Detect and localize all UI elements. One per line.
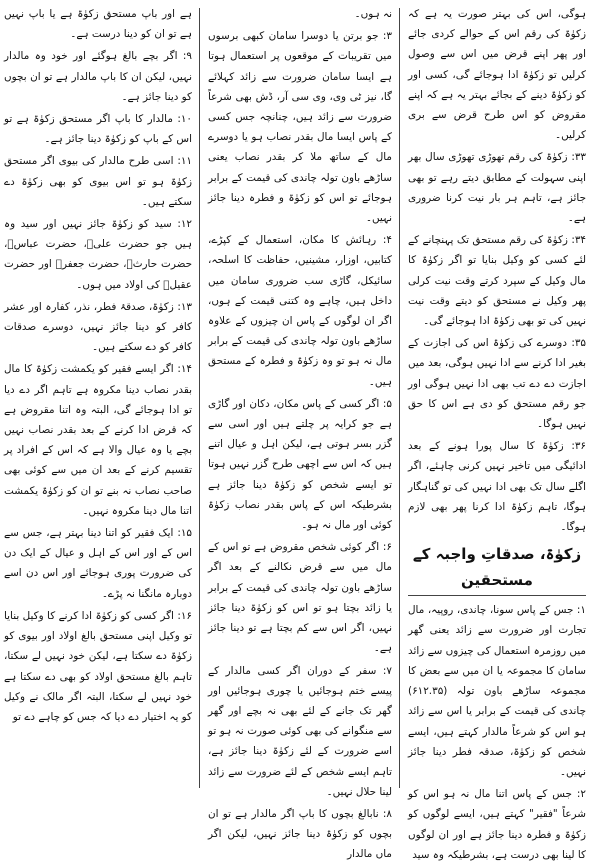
paragraph: ۸: نابالغ بچوں کا باپ اگر مالدار ہے تو ان بچوں کو زکوٰۃ دینا جائز نہیں، لیکن اگر ماں مالدار — [208, 807, 392, 861]
paragraph: ۱۱: اسی طرح مالدار کی بیوی اگر مستحق زکوٰۃ ہو تو اس بیوی کو بھی زکوٰۃ دے سکتے ہیں۔ — [4, 155, 192, 208]
paragraph: ۹: اگر بچے بالغ ہوگئے اور خود وہ مالدار نہیں، لیکن ان کا باپ مالدار ہے تو ان بچوں کو دینا جائز ہے۔ — [4, 50, 192, 103]
paragraph: ۱: جس کے پاس سونا، چاندی، روپیہ، مال تجارت اور ضرورت سے زائد یعنی گھر میں روزمرہ استعمال کی چیزوں سے زائد سامان کا مجموعہ یا ان میں سے بعض کا مجموعہ ساڑھے باون تولہ (۶۱۲.۳۵) چاندی کی قیمت کے برابر یا اس سے زائد ہو اس کو شرعاً مالدار کہتے ہیں، ایسے شخص کو زکوٰۃ، صدقہ فطر دینا جائز نہیں۔ — [408, 604, 586, 778]
text-column-right — [408, 4, 586, 861]
section-heading: زکوٰۃ، صدقاتِ واجبہ کے مستحقین — [408, 541, 586, 596]
column-divider — [399, 8, 400, 788]
paragraph: ۴: رہائش کا مکان، استعمال کے کپڑے، کتابیں، اوزار، مشینیں، حفاظت کا اسلحہ، سائیکل، گاڑی سب ضروری سامان میں داخل ہیں، چاہے وہ کتنی قیمت کے ہوں، اگر ان لوگوں کے پاس ان چیزوں کے علاوہ ساڑھے باون تولہ چاندی کی قیمت کے برابر مال نہ ہو تو وہ زکوٰۃ و فطرہ کے مستحق ہیں۔ — [208, 234, 392, 388]
paragraph: ۳: جو برتن یا دوسرا سامان کبھی برسوں میں تقریبات کے موقعوں پر استعمال ہوتا ہے ایسا سامان ضرورت سے زائد کہلائے گا، نیز ٹی وی، وی سی آر، ڈش بھی شرعاً ضرورت سے زائد ہیں، چنانچہ جس کسی کے پاس ایسا مال بقدر نصاب ہو یا دوسرے مال کے ساتھ ملا کر بقدر نصاب یعنی ساڑھے باون تولہ چاندی کی قیمت کے برابر ہوجائے تو اس کو زکوٰۃ و فطرہ دینا جائز نہیں۔ — [208, 30, 392, 225]
text-column-left — [4, 4, 192, 792]
paragraph: ۶: اگر کوئی شخص مقروض ہے تو اس کے مال میں سے قرض نکالنے کے بعد اگر ساڑھے باون تولہ چاندی کی قیمت کے برابر یا زائد بچتا ہو تو اس کو زکوٰۃ دینا جائز نہیں، اگر اس سے کم بچتا ہے تو دینا جائز ہے۔ — [208, 541, 392, 655]
paragraph: نہ ہوں۔ — [354, 8, 392, 20]
paragraph: ۱۰: مالدار کا باپ اگر مستحق زکوٰۃ ہے تو اس کے باپ کو زکوٰۃ دینا جائز ہے۔ — [4, 113, 192, 146]
paragraph: ۳۶: زکوٰۃ کا سال پورا ہونے کے بعد ادائیگی میں تاخیر نہیں کرنی چاہئے، اگر اگلے سال تک بھی ادا نہیں کی تو گناہگار ہوگا، تاہم زکوٰۃ ادا کرنا پھر بھی لازم ہوگا۔ — [408, 440, 586, 534]
paragraph: ۱۴: اگر ایسے فقیر کو یکمشت زکوٰۃ کا مال بقدر نصاب دینا مکروہ ہے تاہم اگر دے دیا تو ادا ہوجائے گی، البتہ وہ اتنا مقروض ہے کہ قرض ادا کرنے کے بعد بقدر نصاب نہیں بچے یا وہ عیال والا ہے کہ اس کے افراد پر تقسیم کرنے کے بعد ان میں سے کوئی بھی صاحب نصاب نہ بنے تو ان کو زکوٰۃ یکمشت اتنا مال دینا مکروہ نہیں۔ — [4, 363, 192, 517]
paragraph: ہے اور باپ مستحق زکوٰۃ ہے یا باپ نہیں ہے تو ان کو دینا درست ہے۔ — [4, 8, 192, 41]
book-page — [4, 4, 586, 861]
paragraph: ۷: سفر کے دوران اگر کسی مالدار کے پیسے ختم ہوجائیں یا چوری ہوجائیں اور گھر تک جانے کے لئے بھی نہ بچے اور گھر سے منگوانے کی بھی کوئی صورت نہ ہو تو اسے ضرورت کے لئے زکوٰۃ دینا جائز ہے، تاہم ایسے شخص کے لئے ضرورت سے زائد لینا حلال نہیں۔ — [208, 664, 392, 798]
paragraph: ۱۵: ایک فقیر کو اتنا دینا بہتر ہے، جس سے اس کے اور اس کے اہل و عیال کے ایک دن کی ضرورت پوری ہوجائے اور اس دن اسے دوبارہ مانگنا نہ پڑے۔ — [4, 527, 192, 600]
paragraph: ۱۳: زکوٰۃ، صدقۂ فطر، نذر، کفارہ اور عشر کافر کو دینا جائز نہیں، دوسرے صدقات کافر کو دے سکتے ہیں۔ — [4, 300, 192, 354]
paragraph: ۲: جس کے پاس اتنا مال نہ ہو اس کو شرعاً "فقیر" کہتے ہیں، ایسے لوگوں کو زکوٰۃ و فطرہ دینا جائز ہے اور ان لوگوں کا لینا بھی درست ہے، بشرطیکہ وہ سید — [408, 788, 586, 861]
paragraph: ۱۲: سید کو زکوٰۃ جائز نہیں اور سید وہ ہیں جو حضرت علیؓ، حضرت عباسؓ، حضرت حارثؓ، حضرت جعفرؓ اور حضرت عقیلؓ کی اولاد میں ہوں۔ — [4, 218, 192, 291]
paragraph: ۱۶: اگر کسی کو زکوٰۃ ادا کرنے کا وکیل بنایا تو وکیل اپنی مستحق بالغ اولاد اور بیوی کو زکوٰۃ دے سکتا ہے، لیکن خود نہیں لے سکتا، تاہم بالغ مستحق اولاد کو بھی دے سکتا ہے خود نہیں لے سکتا، البتہ اگر مالک نے وکیل کو یہ اختیار دے دیا کہ جس کو چاہے دے تو — [4, 609, 192, 723]
paragraph: ۵: اگر کسی کے پاس مکان، دکان اور گاڑی ہے جو کرایہ پر چلتے ہیں اور اسی سے گزر بسر ہوتی ہے، لیکن اہل و عیال اتنے ہیں کہ اس سے اچھی طرح گزر نہیں ہوتا تو ایسے شخص کو زکوٰۃ دینا جائز ہے بشرطیکہ اس کے پاس بقدر نصاب زکوٰۃ کوئی اور مال نہ ہو۔ — [208, 397, 392, 532]
paragraph: ۳۴: زکوٰۃ کی رقم مستحق تک پہنچانے کے لئے کسی کو وکیل بنایا تو اگر زکوٰۃ کا مال وکیل کے سپرد کرتے وقت نیت کرلی پھر وکیل نے مستحق کو دیتے وقت نیت نہیں کی تو بھی زکوٰۃ ادا ہوجائے گی۔ — [408, 234, 586, 328]
column-divider — [199, 8, 200, 788]
text-column-middle — [208, 4, 392, 861]
paragraph: ۳۳: زکوٰۃ کی رقم تھوڑی تھوڑی سال بھر اپنی سہولت کے مطابق دیتے رہے تو بھی جائز ہے، تاہم ہر بار نیت کرنا ضروری ہے۔ — [408, 151, 586, 225]
paragraph: ہوگی، اس کی بہتر صورت یہ ہے کہ زکوٰۃ کی رقم اس کے حوالے کردی جائے اور پھر اپنے قرض میں اس سے وصول کرلیں تو زکوٰۃ ادا ہوجائے گی، کسی اور کو زکوٰۃ دینے کے بجائے بہتر یہ ہے کہ اپنے مقروض کو اس طرح قرض سے بری کرلیں۔ — [408, 8, 586, 142]
paragraph: ۳۵: دوسرے کی زکوٰۃ اس کی اجازت کے بغیر ادا کرنے سے ادا نہیں ہوگی، بعد میں اجازت دے دے تب بھی ادا نہیں ہوگی اور جو رقم مستحق کو دی ہے اس کا حق نہیں ہوگا۔ — [408, 337, 586, 431]
